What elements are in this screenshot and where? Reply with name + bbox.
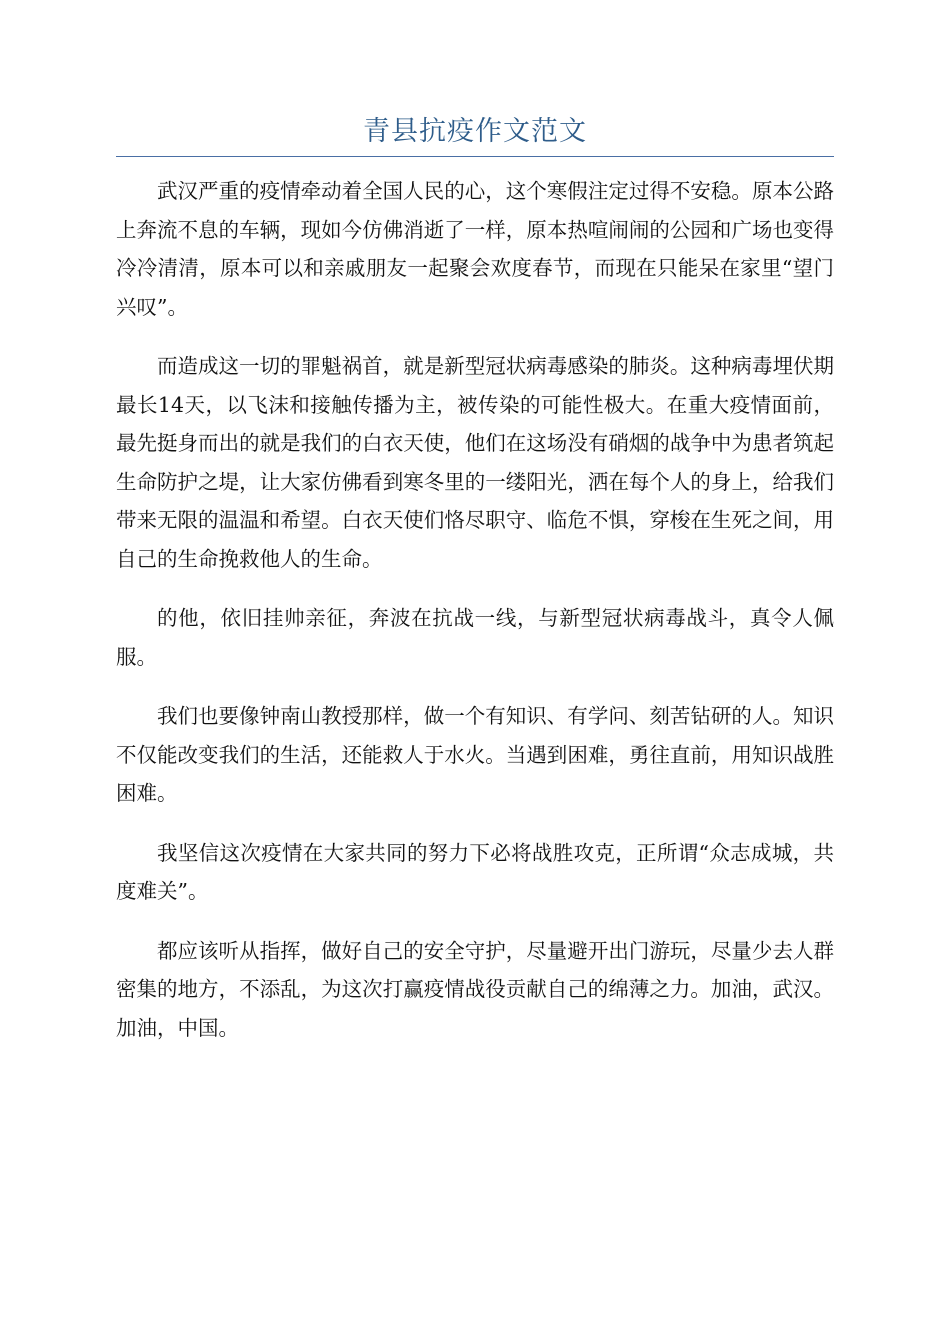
paragraph-5: 我坚信这次疫情在大家共同的努力下必将战胜攻克，正所谓“众志成城，共度难关”。 [116,840,834,903]
paragraph-1: 武汉严重的疫情牵动着全国人民的心，这个寒假注定过得不安稳。原本公路上奔流不息的车辆，现如今仿佛消逝了一样，原本热喧闹闹的公园和广场也变得冷冷清清，原本可以和亲戚朋友一起聚会欢度春节，而现在只能呆在家里“望门兴叹”。 [116,179,834,319]
paragraph-3: 的他，依旧挂帅亲征，奔波在抗战一线，与新型冠状病毒战斗，真令人佩服。 [116,606,834,669]
paragraph-6: 都应该听从指挥，做好自己的安全守护，尽量避开出门游玩，尽量少去人群密集的地方，不添乱，为这次打赢疫情战役贡献自己的绵薄之力。加油，武汉。加油，中国。 [116,938,834,1040]
title-block [116,112,834,157]
paragraph-4: 我们也要像钟南山教授那样，做一个有知识、有学问、刻苦钻研的人。知识不仅能改变我们的生活，还能救人于水火。当遇到困难，勇往直前，用知识战胜困难。 [116,704,834,805]
document-title: 青县抗疫作文范文 [363,116,587,147]
document-body [116,172,834,1068]
paragraph-2: 而造成这一切的罪魁祸首，就是新型冠状病毒感染的肺炎。这种病毒埋伏期最长14天，以飞沫和接触传播为主，被传染的可能性极大。在重大疫情面前，最先挺身而出的就是我们的白衣天使，他们在这场没有硝烟的战争中为患者筑起生命防护之堤，让大家仿佛看到寒冬里的一缕阳光，洒在每个人的身上，给我们带来无限的温温和希望。白衣天使们恪尽职守、临危不惧，穿梭在生死之间，用自己的生命挽救他人的生命。 [116,354,834,571]
